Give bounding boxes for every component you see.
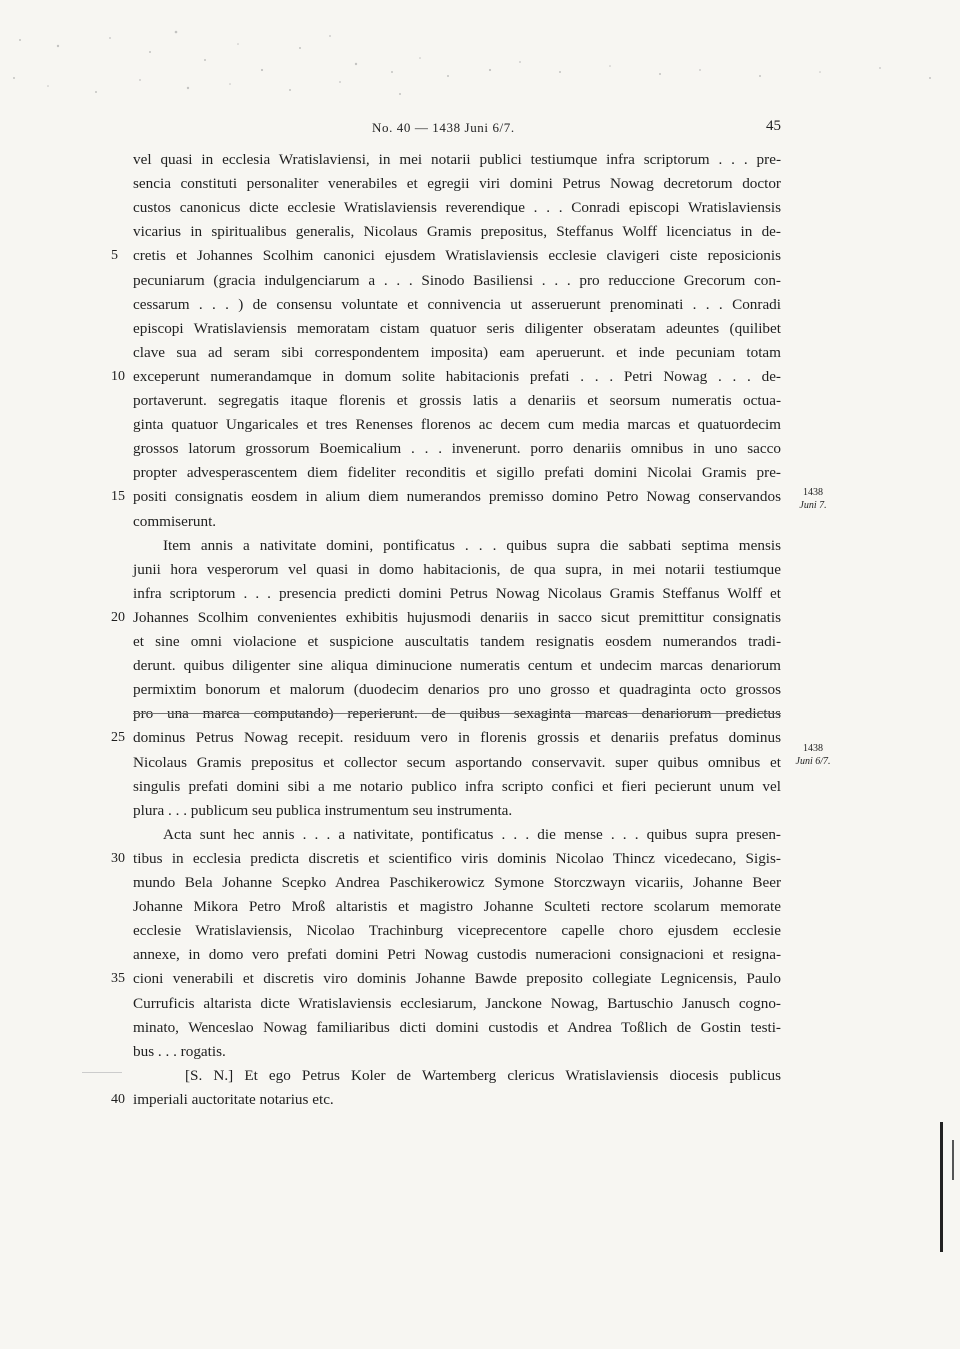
page-header	[0, 120, 960, 142]
text-line	[133, 582, 781, 606]
text-line	[133, 196, 781, 220]
text-line	[133, 413, 781, 437]
text-line	[111, 1088, 781, 1112]
text-line	[133, 437, 781, 461]
text-line	[133, 1040, 781, 1064]
text-line	[133, 172, 781, 196]
line-number: 20	[111, 609, 125, 625]
line-number: 10	[111, 368, 125, 384]
document-reference: No. 40 — 1438 Juni 6/7.	[372, 120, 515, 135]
text-line	[111, 726, 781, 750]
line-text: cessarum . . . ) de consensu voluntate et connivencia ut asseruerunt prenominati . . . Conradi	[133, 295, 781, 313]
line-text: permixtim bonorum et malorum (duodecim denarios pro uno grosso et quadraginta octo grossos	[133, 681, 781, 699]
line-text: exceperunt numerandamque in domum solite habitacionis prefati . . . Petri Nowag . . . de-	[133, 367, 781, 385]
text-line	[133, 148, 781, 172]
text-line	[133, 510, 781, 534]
line-text: imperiali auctoritate notarius etc.	[133, 1090, 334, 1108]
text-line	[133, 799, 781, 823]
line-number: 5	[111, 248, 118, 264]
text-line	[133, 293, 781, 317]
line-text: plura . . . publicum seu publica instrumentum seu instrumenta.	[133, 801, 513, 819]
line-text: pro una marca computando) reperierunt. de quibus sexaginta marcas denariorum predictus	[133, 705, 781, 723]
text-line	[133, 895, 781, 919]
text-line	[133, 341, 781, 365]
text-line	[111, 365, 781, 389]
line-text: ginta quatuor Ungaricales et tres Renenses florenos ac decem cum media marcas et quatuordecim	[133, 416, 781, 434]
line-text: derunt. quibus diligenter sine aliqua diminucione numeratis centum et undecim marcas denariorum	[133, 657, 781, 675]
text-line	[111, 967, 781, 991]
line-text: [S. N.] Et ego Petrus Koler de Wartemberg clericus Wratislaviensis diocesis publicus	[185, 1066, 781, 1084]
line-text: pecuniarum (gracia indulgenciarum a . . . Sinodo Basiliensi . . . pro reduccione Grecorum con-	[133, 271, 781, 289]
text-line	[133, 389, 781, 413]
text-line	[133, 654, 781, 678]
line-number: 25	[111, 730, 125, 746]
scan-edge-mark	[940, 1122, 943, 1252]
page-number: 45	[766, 118, 781, 134]
text-line	[111, 244, 781, 268]
text-line	[163, 534, 781, 558]
line-text: ecclesie Wratislaviensis, Nicolao Trachinburg viceprecentore capelle choro ejusdem ecclesie	[133, 922, 781, 940]
line-text: Johanne Mikora Petro Mroß altaristis et magistro Johanne Sculteti rectore scolarum memorate	[133, 898, 781, 916]
line-text: Johannes Scolhim convenientes exhibitis hujusmodi denariis in sacco sicut premittitur consignatis	[133, 608, 781, 626]
text-line	[133, 775, 781, 799]
line-text: propter advesperascentem diem fideliter reconditis et sigillo prefati domini Nicolai Gramis pre-	[133, 464, 781, 482]
line-number: 35	[111, 971, 125, 987]
line-text: bus . . . rogatis.	[133, 1042, 226, 1060]
margin-year: 1438	[803, 743, 823, 754]
margin-date-note	[790, 486, 836, 512]
text-line	[133, 220, 781, 244]
line-text: cretis et Johannes Scolhim canonici ejusdem Wratislaviensis ecclesie clavigeri ciste reposicionis	[133, 247, 781, 265]
text-line	[133, 871, 781, 895]
line-text: dominus Petrus Nowag recepit. residuum vero in florenis grossis et denariis prefatus dominus	[133, 729, 781, 747]
line-text: portaverunt. segregatis itaque florenis et grossis latis a denariis et seorsum numeratis octua-	[133, 392, 781, 409]
text-line	[111, 485, 781, 509]
text-line	[185, 1064, 781, 1088]
line-text: singulis prefati domini sibi a me notario publico infra scripto confici et fieri pecierunt unum vel	[133, 777, 781, 795]
text-line	[133, 1016, 781, 1040]
line-text: vicarius in spiritualibus generalis, Nicolaus Gramis prepositus, Steffanus Wolff licenciatus in de-	[133, 223, 781, 241]
line-number: 30	[111, 850, 125, 866]
text-line	[133, 317, 781, 341]
text-line	[111, 606, 781, 630]
text-line	[133, 702, 781, 726]
scan-artifact	[82, 1072, 122, 1073]
text-line	[133, 751, 781, 775]
line-text: episcopi Wratislaviensis memoratam cistam quatuor seris diligenter obseratam adeuntes (quilibet	[133, 319, 781, 337]
margin-year: 1438	[803, 487, 823, 498]
text-line	[133, 558, 781, 582]
line-text: sencia constituti personaliter venerabiles et egregii viri domini Petrus Nowag decretorum doctor	[133, 175, 781, 193]
line-text: Item annis a nativitate domini, pontificatus . . . quibus supra die sabbati septima mensis	[163, 536, 781, 554]
scan-noise	[0, 0, 960, 110]
margin-date-note	[790, 742, 836, 768]
line-text: grossos latorum grossorum Boemicalium . . . invenerunt. porro denariis omnibus in uno sacco	[133, 440, 781, 458]
line-text: Acta sunt hec annis . . . a nativitate, pontificatus . . . die mense . . . quibus supra presen-	[163, 825, 781, 843]
margin-date: Juni 6/7.	[795, 756, 831, 767]
text-line	[133, 269, 781, 293]
text-line	[133, 992, 781, 1016]
line-text: minato, Wenceslao Nowag familiaribus dicti domini custodis et Andrea Toßlich de Gostin testi-	[133, 1018, 781, 1036]
line-text: et sine omni violacione et suspicione auscultatis tandem resignatis eosdem numerandos tradi-	[133, 633, 781, 650]
text-line	[133, 630, 781, 654]
text-line	[133, 943, 781, 967]
line-text: Nicolaus Gramis prepositus et collector secum asportando conservavit. super quibus omnibus et	[133, 753, 781, 771]
line-text: commiserunt.	[133, 512, 217, 530]
text-line	[133, 919, 781, 943]
text-line	[163, 823, 781, 847]
margin-date: Juni 7.	[799, 500, 827, 511]
text-line	[133, 461, 781, 485]
line-text: vel quasi in ecclesia Wratislaviensi, in mei notarii publici testiumque infra scriptorum . . . pre-	[133, 151, 781, 168]
line-number: 40	[111, 1091, 125, 1107]
line-text: custos canonicus dicte ecclesie Wratislaviensis reverendique . . . Conradi episcopi Wratislaviensis	[133, 199, 781, 217]
line-text: cioni venerabili et discretis viro dominis Johanne Bawde preposito collegiate Legnicensis, Paulo	[133, 970, 781, 988]
line-text: clave sua ad seram sibi correspondentem imposita) eam aperuerunt. et inde pecuniam totam	[133, 343, 781, 361]
text-line	[133, 678, 781, 702]
line-text: mundo Bela Johanne Scepko Andrea Paschikerowicz Symone Storczwayn vicariis, Johanne Beer	[133, 874, 781, 891]
line-text: junii hora vesperorum vel quasi in domo habitacionis, de qua supra, in mei notarii testiumque	[133, 560, 781, 578]
line-number: 15	[111, 489, 125, 505]
line-text: Curruficis altarista dicte Wratislaviensis ecclesiarum, Janckone Nowag, Bartuschio Janusch cogno-	[133, 994, 781, 1012]
text-line	[111, 847, 781, 871]
line-text: tibus in ecclesia predicta discretis et scientifico viris dominis Nicolao Thincz vicedecano, Sigis-	[133, 849, 781, 867]
line-text: annexe, in domo vero prefati domini Petri Nowag custodis numeracioni consignacioni et resigna-	[133, 946, 781, 964]
line-text: infra scriptorum . . . presencia predicti domini Petrus Nowag Nicolaus Gramis Steffanus Wolff et	[133, 584, 781, 602]
scan-edge-mark-small	[952, 1140, 954, 1180]
line-text: positi consignatis eosdem in alium diem numerandos premisso domino Petro Nowag conservandos	[133, 488, 781, 506]
